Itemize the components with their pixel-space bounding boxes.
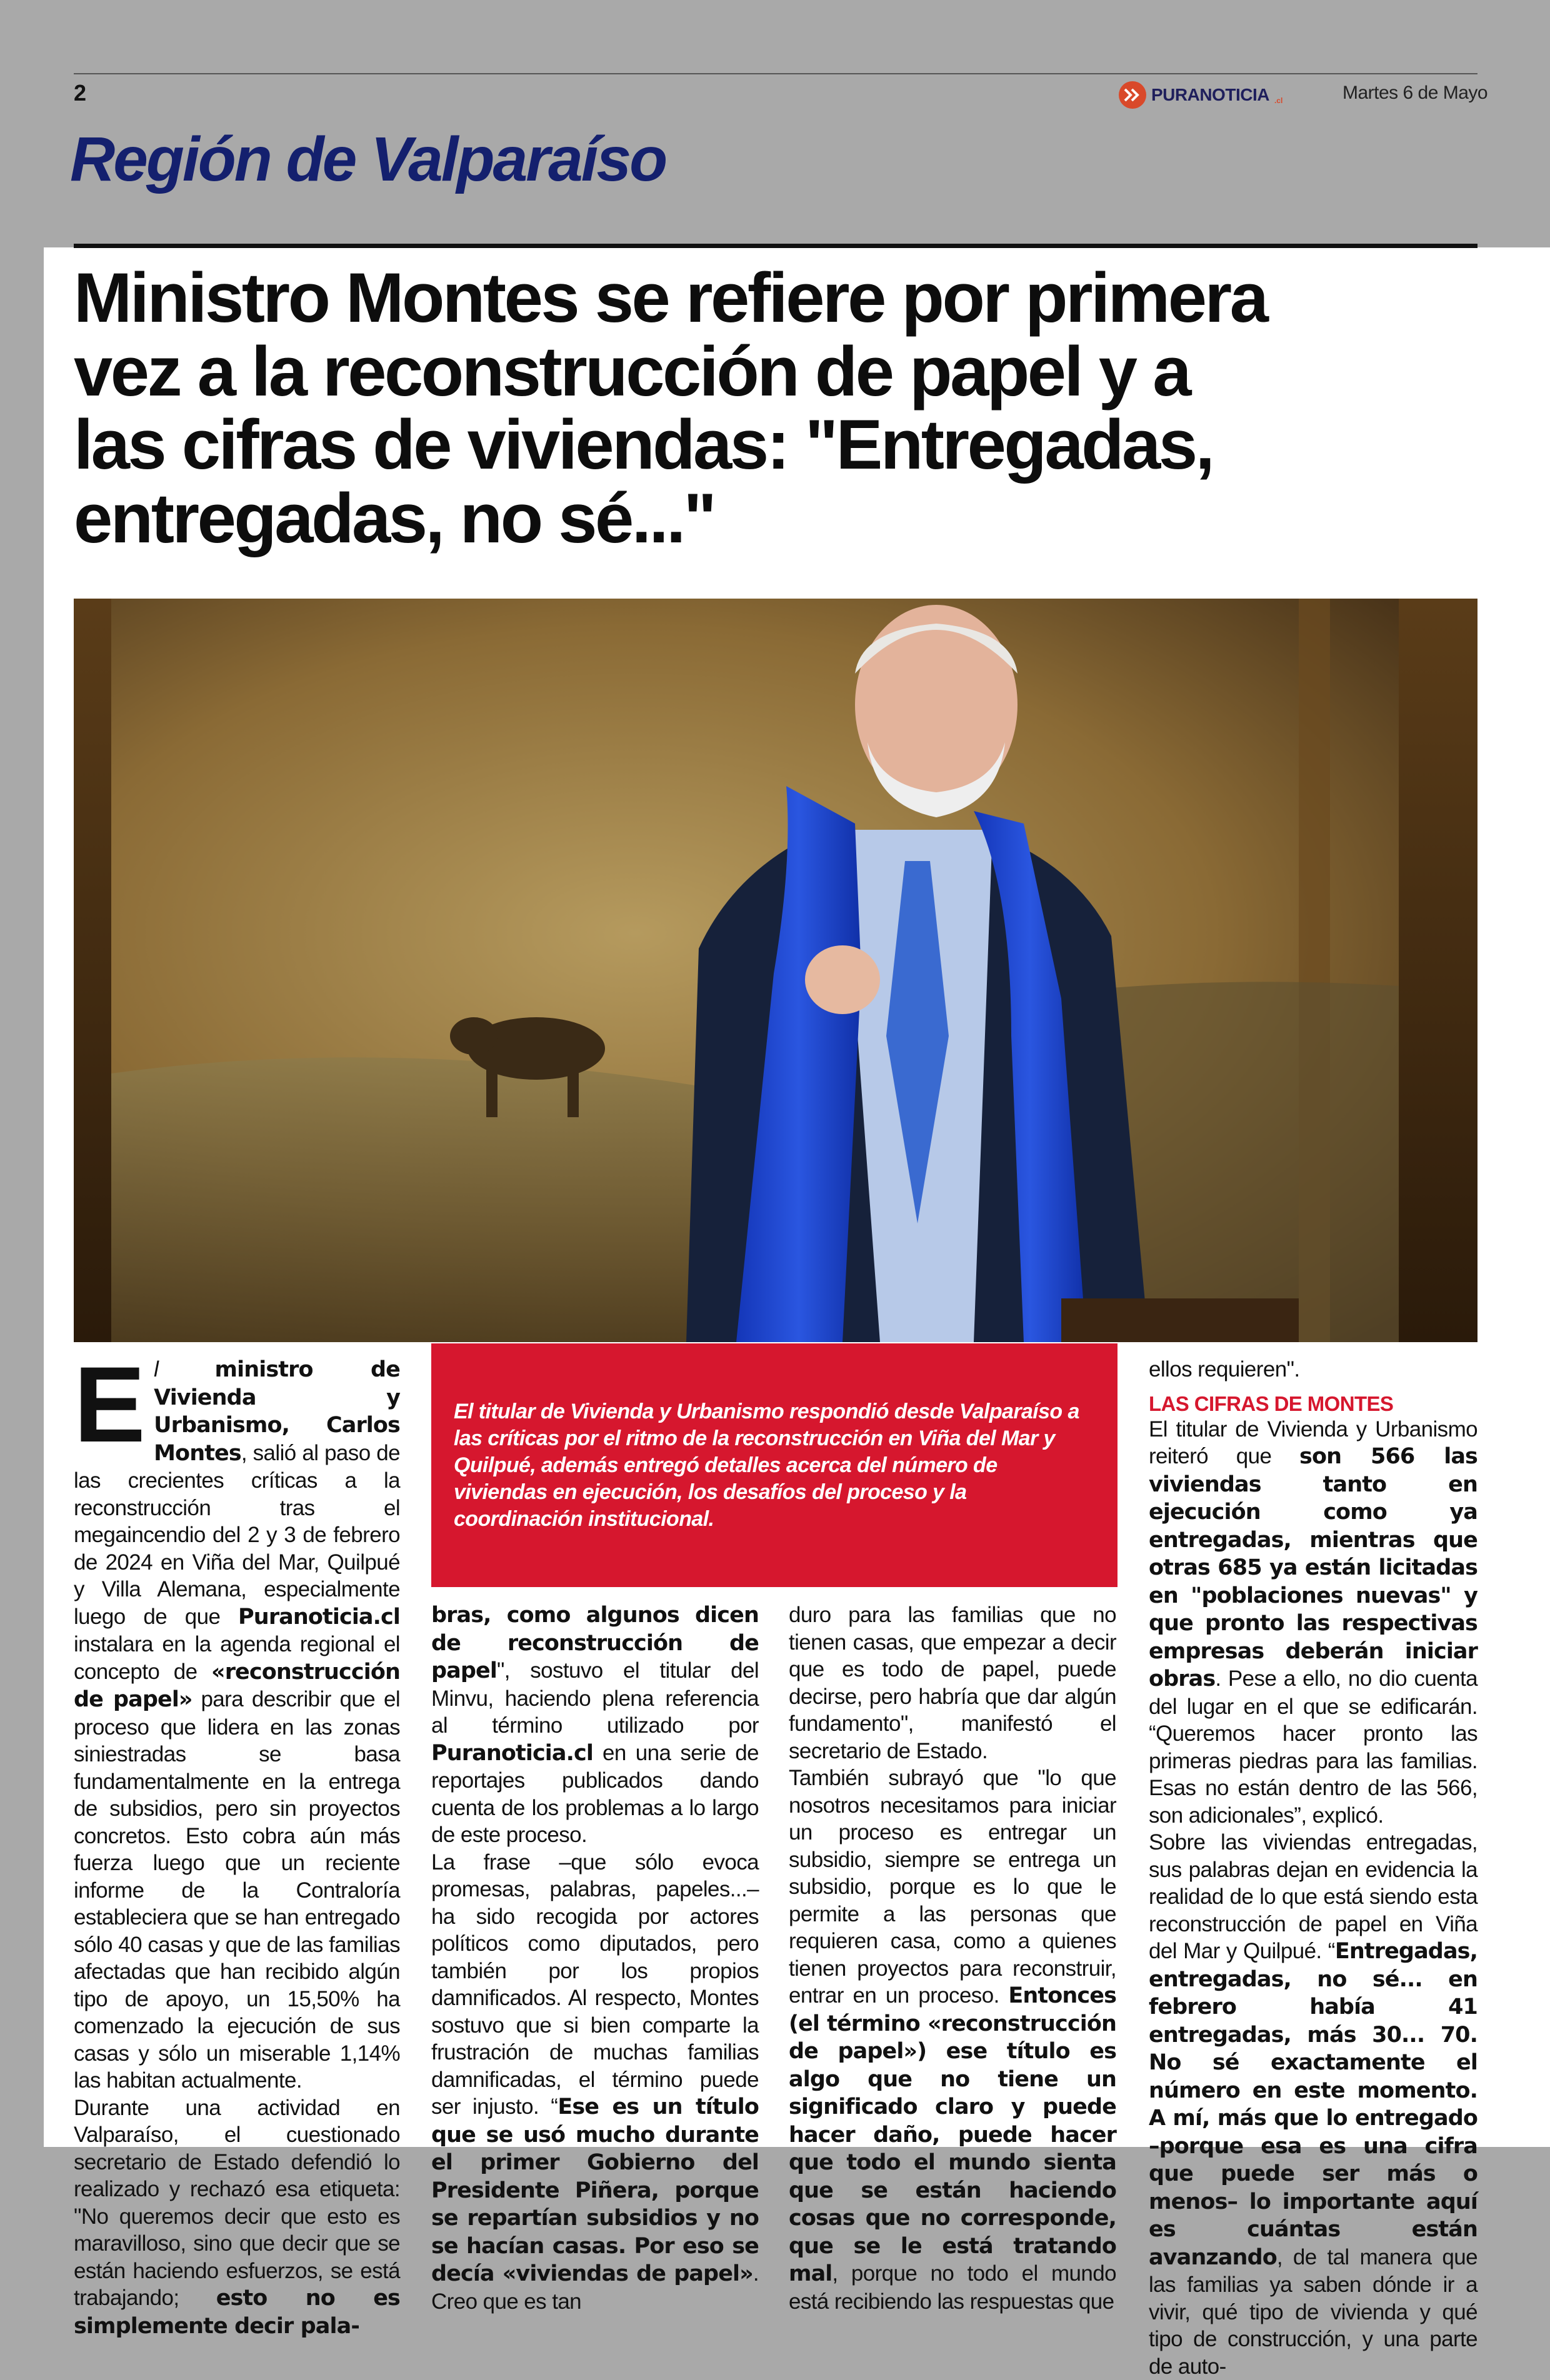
paragraph xyxy=(1149,1829,1478,2380)
headline-line: las cifras de viviendas: "Entregadas, xyxy=(74,406,1213,484)
text-run: Puranoticia.cl xyxy=(431,1740,593,1766)
section-rule xyxy=(74,244,1478,248)
text-run: ", sostuvo el titular del Minvu, haciendo plena referencia al término utilizado por xyxy=(431,1658,759,1738)
text-run: El titular de Vivienda y Urbanismo reiteró que xyxy=(1149,1417,1478,1468)
article-column-3 xyxy=(789,1601,1116,2315)
puranoticia-logo xyxy=(1119,80,1282,110)
text-run: Ese es un título que se usó mucho durante el primer Gobierno del Presidente Piñera, porque se repartían subsidios y no se hacían casas. Por eso se decía «viviendas de papel» xyxy=(431,2094,759,2286)
paragraph xyxy=(74,2094,400,2341)
subheading: LAS CIFRAS DE MONTES xyxy=(1149,1392,1394,1415)
text-run: bras, como algunos dicen de reconstrucción de papel xyxy=(431,1603,759,1683)
paragraph xyxy=(789,1765,1116,2315)
article-photo xyxy=(74,599,1478,1342)
text-run: duro para las familias que no tienen casas, que empezar a decir que es todo de papel, puede decirse, pero habría que dar algún fundamento", manifestó el secretario de Estado. xyxy=(789,1603,1116,1763)
text-run: Entonces (el término «reconstrucción de papel») ese título es algo que no tiene un significado claro y puede hacer daño, puede hacer que todo el mundo sienta que se están haciendo cosas que no corresponde, que se le está tratando mal xyxy=(789,1983,1116,2286)
article-column-2 xyxy=(431,1601,759,2315)
double-chevron-icon xyxy=(1119,81,1146,109)
text-run: Durante una actividad en Valparaíso, el cuestionado secretario de Estado defendió lo realizado y rechazó esa etiqueta: "No queremos decir que esto es maravilloso, sino que decir que se están haciendo esfuerzos, se está trabajando; xyxy=(74,2095,400,2310)
text-run: También subrayó que "lo que nosotros necesitamos para iniciar un proceso es entregar un subsidio, siempre se entrega un subsidio, porque es lo que le permite a las personas que requieren casa, como a quienes tienen proyectos para reconstruir, entrar en un proceso. xyxy=(789,1766,1116,2008)
text-run: para describir que el proceso que lidera en las zonas siniestradas se basa fundamentalmente en la entrega de subsidios, pero sin proyectos concretos. Esto cobra aún más fuerza luego que un reciente informe de la Contraloría estableciera que se han entregado sólo 40 casas y que de las familias afectadas que han recibido algún tipo de apoyo, un 15,50% ha comenzado la ejecución de sus casas y sólo un miserable 1,14% las habitan actualmente. xyxy=(74,1687,400,2093)
section-title: Región de Valparaíso xyxy=(70,124,666,194)
top-rule xyxy=(74,73,1478,74)
headline-line: vez a la reconstrucción de papel y a xyxy=(74,332,1189,411)
headline xyxy=(74,261,1488,555)
logo-tld: .cl xyxy=(1274,96,1283,105)
headline-line: Ministro Montes se refiere por primera xyxy=(74,259,1267,337)
logo-wordmark: PURANOTICIA xyxy=(1151,85,1269,104)
article-column-4 xyxy=(1149,1356,1478,2380)
text-run: , salió al paso de las crecientes críticas a la reconstrucción tras el megaincendio del 2 y 3 de febrero de 2024 en Viña del Mar, Quilpué y Villa Alemana, especialmente luego de que xyxy=(74,1440,400,1629)
issue-date: Martes 6 de Mayo xyxy=(1342,82,1488,103)
headline-line: entregadas, no sé..." xyxy=(74,479,715,557)
text-run: Sobre las viviendas entregadas, sus palabras dejan en evidencia la realidad de lo que está siendo esta reconstrucción de papel en Viña del Mar y Quilpué. “ xyxy=(1149,1830,1478,1963)
text-run: instalara en la agenda regional el concepto de xyxy=(74,1632,400,1684)
text-run: La frase –que sólo evoca promesas, palabras, papeles...– ha sido recogida por actores políticos como diputados, pero también por los propios damnificados. Al respecto, Montes sostuvo que si bien comparte la frustración de muchas familias damnificadas, el término puede ser injusto. “ xyxy=(431,1850,759,2119)
text-run: en una serie de reportajes publicados dando cuenta de los problemas a lo largo de este proceso. xyxy=(431,1740,759,1847)
portrait-photo-icon xyxy=(74,599,1478,1342)
text-run: Entregadas, entregadas, no sé... en febrero había 41 entregadas, más 30... 70. No sé exactamente el número en este momento. A mí, más que lo entregado –porque esa es una cifra que puede ser más o menos– lo importante aquí es cuántas están avanzando xyxy=(1149,1939,1478,2270)
text-run: «reconstrucción de papel» xyxy=(74,1659,400,1712)
text-run: l xyxy=(154,1357,215,1382)
text-run: . Creo que es tan xyxy=(431,2261,759,2314)
dropcap: E xyxy=(74,1345,146,1465)
text-run: ministro de Vivienda y Urbanismo, Carlos Montes xyxy=(154,1357,400,1466)
text-run: , porque no todo el mundo está recibiendo las respuestas que xyxy=(789,2261,1116,2314)
text-run: esto no es simplemente decir pala- xyxy=(74,2286,400,2339)
text-run: . Pese a ello, no dio cuenta del lugar en el que se edificarán. “Queremos hacer pronto las primeras piedras para las familias. Esas no están dentro de las 566, son adicionales”, explicó. xyxy=(1149,1666,1478,1828)
paragraph xyxy=(431,1849,759,2316)
text-run: ellos requieren". xyxy=(1149,1357,1300,1382)
text-run: , de tal manera que las familias ya saben dónde ir a vivir, qué tipo de vivienda y qué tipo de construcción, y una parte de auto- xyxy=(1149,2244,1478,2379)
callout-box xyxy=(431,1343,1118,1587)
article-column-1 xyxy=(74,1345,400,2340)
callout-text: El titular de Vivienda y Urbanismo respondió desde Valparaíso a las críticas por el ritmo de la reconstrucción en Viña del Mar y Quilpué, además entregó detalles acerca del número de viviendas en ejecución, los desafíos del proceso y la coordinación institucional. xyxy=(454,1400,1079,1531)
text-run: son 566 las viviendas tanto en ejecución como ya entregadas, mientras que otras 685 ya están licitadas en "poblaciones nuevas" y que pronto las respectivas empresas deberán iniciar obras xyxy=(1149,1444,1478,1691)
page-number: 2 xyxy=(74,80,87,106)
text-run: Puranoticia.cl xyxy=(238,1604,400,1630)
